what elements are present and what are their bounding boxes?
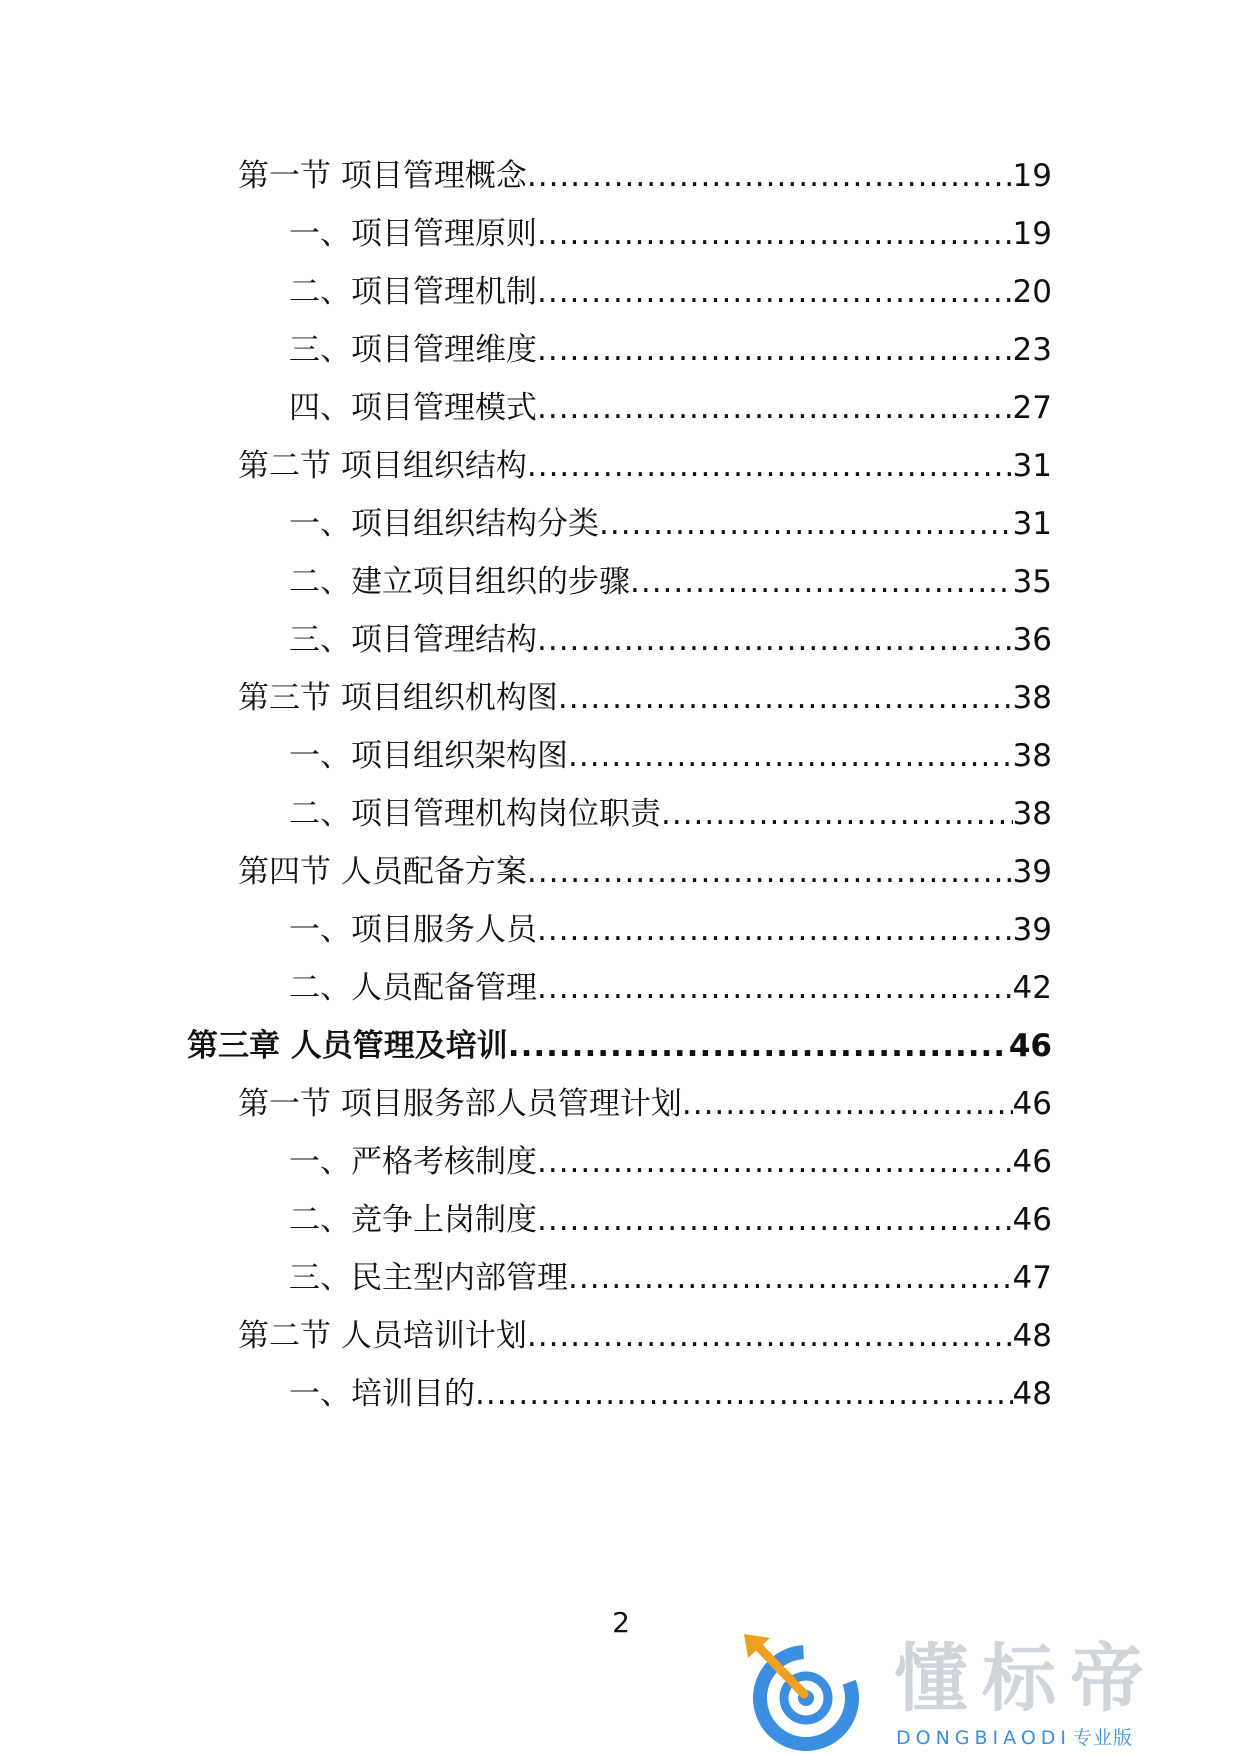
- toc-row[interactable]: [289, 550, 1052, 602]
- toc-leader: [558, 678, 1013, 718]
- watermark-subtitle-latin: DONGBIAODI: [896, 1727, 1072, 1749]
- toc-leader: [527, 1316, 1013, 1356]
- toc-title: 第三节 项目组织机构图: [238, 680, 558, 716]
- toc-title: 二、建立项目组织的步骤: [289, 564, 630, 600]
- toc-leader: [527, 852, 1013, 892]
- toc-leader: [537, 620, 1013, 660]
- toc-page-number: 46: [1012, 1144, 1052, 1180]
- toc-row[interactable]: [289, 1362, 1052, 1414]
- toc-title: 第二节 项目组织结构: [238, 448, 527, 484]
- toc-leader: [537, 1200, 1013, 1240]
- toc-row[interactable]: [289, 260, 1052, 312]
- toc-leader: [537, 968, 1013, 1008]
- toc-title: 第三章 人员管理及培训: [187, 1028, 508, 1064]
- toc-title: 一、培训目的: [289, 1376, 475, 1412]
- toc-leader: [537, 910, 1013, 950]
- toc-row[interactable]: [238, 1072, 1052, 1124]
- toc-leader: [508, 1026, 1009, 1066]
- toc-page-number: 38: [1012, 680, 1052, 716]
- toc-row[interactable]: [238, 840, 1052, 892]
- toc-page-number: 19: [1012, 158, 1052, 194]
- toc-page-number: 42: [1012, 970, 1052, 1006]
- toc-title: 二、项目管理机构岗位职责: [289, 796, 661, 832]
- toc-title: 二、人员配备管理: [289, 970, 537, 1006]
- toc-page-number: 36: [1012, 622, 1052, 658]
- toc-row[interactable]: [289, 898, 1052, 950]
- toc-title: 第一节 项目管理概念: [238, 158, 527, 194]
- toc-leader: [527, 446, 1013, 486]
- toc-row[interactable]: [238, 1304, 1052, 1356]
- toc-title: 第四节 人员配备方案: [238, 854, 527, 890]
- toc-row[interactable]: [289, 1246, 1052, 1298]
- toc-title: 四、项目管理模式: [289, 390, 537, 426]
- toc-row[interactable]: [238, 144, 1052, 196]
- toc-page-number: 39: [1012, 912, 1052, 948]
- toc-row[interactable]: [289, 202, 1052, 254]
- toc-title: 三、民主型内部管理: [289, 1260, 568, 1296]
- toc-title: 第二节 人员培训计划: [238, 1318, 527, 1354]
- toc-page-number: 48: [1012, 1376, 1052, 1412]
- toc-page-number: 38: [1012, 738, 1052, 774]
- watermark-subtitle: [896, 1726, 1133, 1750]
- toc-title: 一、严格考核制度: [289, 1144, 537, 1180]
- toc-leader: [661, 794, 1013, 834]
- toc-page-number: 39: [1012, 854, 1052, 890]
- toc-page-number: 31: [1012, 448, 1052, 484]
- toc-leader: [537, 272, 1013, 312]
- toc-row[interactable]: [289, 376, 1052, 428]
- toc-page-number: 19: [1012, 216, 1052, 252]
- toc-row[interactable]: [289, 608, 1052, 660]
- toc-title: 一、项目服务人员: [289, 912, 537, 948]
- toc-row[interactable]: [238, 434, 1052, 486]
- toc-page-number: 46: [1012, 1202, 1052, 1238]
- toc-page-number: 35: [1012, 564, 1052, 600]
- toc-title: 一、项目组织结构分类: [289, 506, 599, 542]
- toc-page-number: 31: [1012, 506, 1052, 542]
- toc-row[interactable]: [238, 666, 1052, 718]
- toc-leader: [599, 504, 1013, 544]
- toc-page-number: 23: [1012, 332, 1052, 368]
- toc-leader: [682, 1084, 1013, 1124]
- toc-page-number: 27: [1012, 390, 1052, 426]
- toc-leader: [630, 562, 1013, 602]
- toc-page-number: 47: [1012, 1260, 1052, 1296]
- toc-leader: [568, 1258, 1013, 1298]
- toc-leader: [537, 214, 1013, 254]
- toc-title: 二、竞争上岗制度: [289, 1202, 537, 1238]
- toc-row[interactable]: [289, 492, 1052, 544]
- toc-page-number: 20: [1012, 274, 1052, 310]
- toc-row[interactable]: [289, 782, 1052, 834]
- toc-title: 第一节 项目服务部人员管理计划: [238, 1086, 682, 1122]
- toc-page-number: 46: [1012, 1086, 1052, 1122]
- toc-row[interactable]: [289, 1188, 1052, 1240]
- page-number: 2: [612, 1606, 630, 1639]
- toc-leader: [568, 736, 1013, 776]
- watermark-logo: [744, 1634, 1224, 1752]
- toc-leader: [537, 388, 1013, 428]
- toc-title: 一、项目组织架构图: [289, 738, 568, 774]
- toc-title: 一、项目管理原则: [289, 216, 537, 252]
- toc-row[interactable]: [289, 956, 1052, 1008]
- toc-page-number: 46: [1008, 1028, 1052, 1064]
- watermark-subtitle-cn: 专业版: [1073, 1727, 1134, 1749]
- toc-leader: [527, 156, 1013, 196]
- toc-row[interactable]: [289, 1130, 1052, 1182]
- toc-title: 三、项目管理维度: [289, 332, 537, 368]
- toc-leader: [537, 1142, 1013, 1182]
- toc-row[interactable]: [289, 318, 1052, 370]
- watermark-brand: 懂标帝: [894, 1636, 1158, 1722]
- toc-leader: [537, 330, 1013, 370]
- toc-leader: [475, 1374, 1013, 1414]
- toc-page-number: 48: [1012, 1318, 1052, 1354]
- toc-title: 三、项目管理结构: [289, 622, 537, 658]
- toc-page-number: 38: [1012, 796, 1052, 832]
- target-logo-icon: [744, 1634, 874, 1752]
- toc-row[interactable]: [289, 724, 1052, 776]
- toc-title: 二、项目管理机制: [289, 274, 537, 310]
- toc-row-chapter[interactable]: [187, 1014, 1052, 1066]
